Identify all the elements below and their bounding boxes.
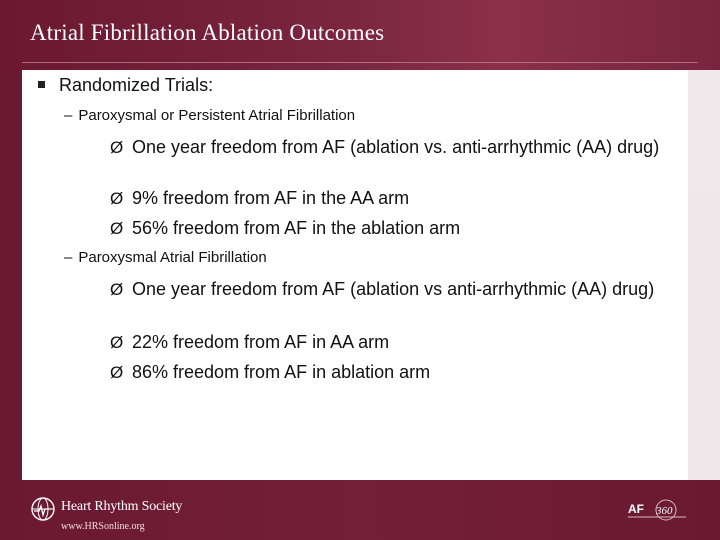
right-border — [688, 70, 720, 480]
org-name: Heart Rhythm Society — [61, 499, 183, 514]
arrow-bullet-icon: Ø — [110, 333, 124, 352]
list-item — [110, 331, 680, 354]
bullet-randomized-trials — [38, 75, 213, 96]
list-item-text: One year freedom from AF (ablation vs anti-arrhythmic (AA) drug) — [132, 279, 655, 299]
arrow-bullet-icon: Ø — [110, 363, 124, 382]
list-item — [110, 217, 680, 240]
square-bullet-icon — [38, 81, 45, 88]
subheading-label: Paroxysmal Atrial Fibrillation — [78, 249, 267, 266]
list-item-text: 9% freedom from AF in the AA arm — [132, 188, 410, 208]
bullet-label: Randomized Trials: — [59, 75, 214, 95]
org-url[interactable]: www.HRSonline.org — [61, 521, 145, 532]
arrow-bullet-icon: Ø — [110, 280, 124, 299]
globe-heart-icon — [30, 496, 56, 522]
list-item — [110, 278, 680, 301]
header-divider — [22, 62, 698, 63]
left-border — [0, 0, 22, 540]
arrow-bullet-icon: Ø — [110, 189, 124, 208]
list-item-text: 22% freedom from AF in AA arm — [132, 332, 390, 352]
dash-bullet: – — [64, 107, 73, 124]
subheading-persistent — [64, 107, 355, 124]
list-item — [110, 187, 680, 210]
arrow-bullet-icon: Ø — [110, 219, 124, 238]
dash-bullet: – — [64, 249, 73, 266]
slide-title: Atrial Fibrillation Ablation Outcomes — [30, 20, 385, 45]
svg-text:360: 360 — [656, 505, 673, 517]
slide-header — [0, 0, 720, 70]
list-item-text: 56% freedom from AF in the ablation arm — [132, 218, 461, 238]
list-item — [110, 136, 680, 159]
arrow-bullet-icon: Ø — [110, 138, 124, 157]
list-item-text: One year freedom from AF (ablation vs. anti-arrhythmic (AA) drug) — [132, 137, 660, 157]
subheading-label: Paroxysmal or Persistent Atrial Fibrillation — [78, 107, 356, 124]
slide-content — [22, 70, 688, 480]
af360-badge-icon — [628, 498, 686, 522]
list-item — [110, 361, 680, 384]
svg-text:AF: AF — [628, 502, 644, 516]
hrs-logo — [30, 496, 195, 536]
list-item-text: 86% freedom from AF in ablation arm — [132, 362, 431, 382]
subheading-paroxysmal — [64, 249, 267, 266]
